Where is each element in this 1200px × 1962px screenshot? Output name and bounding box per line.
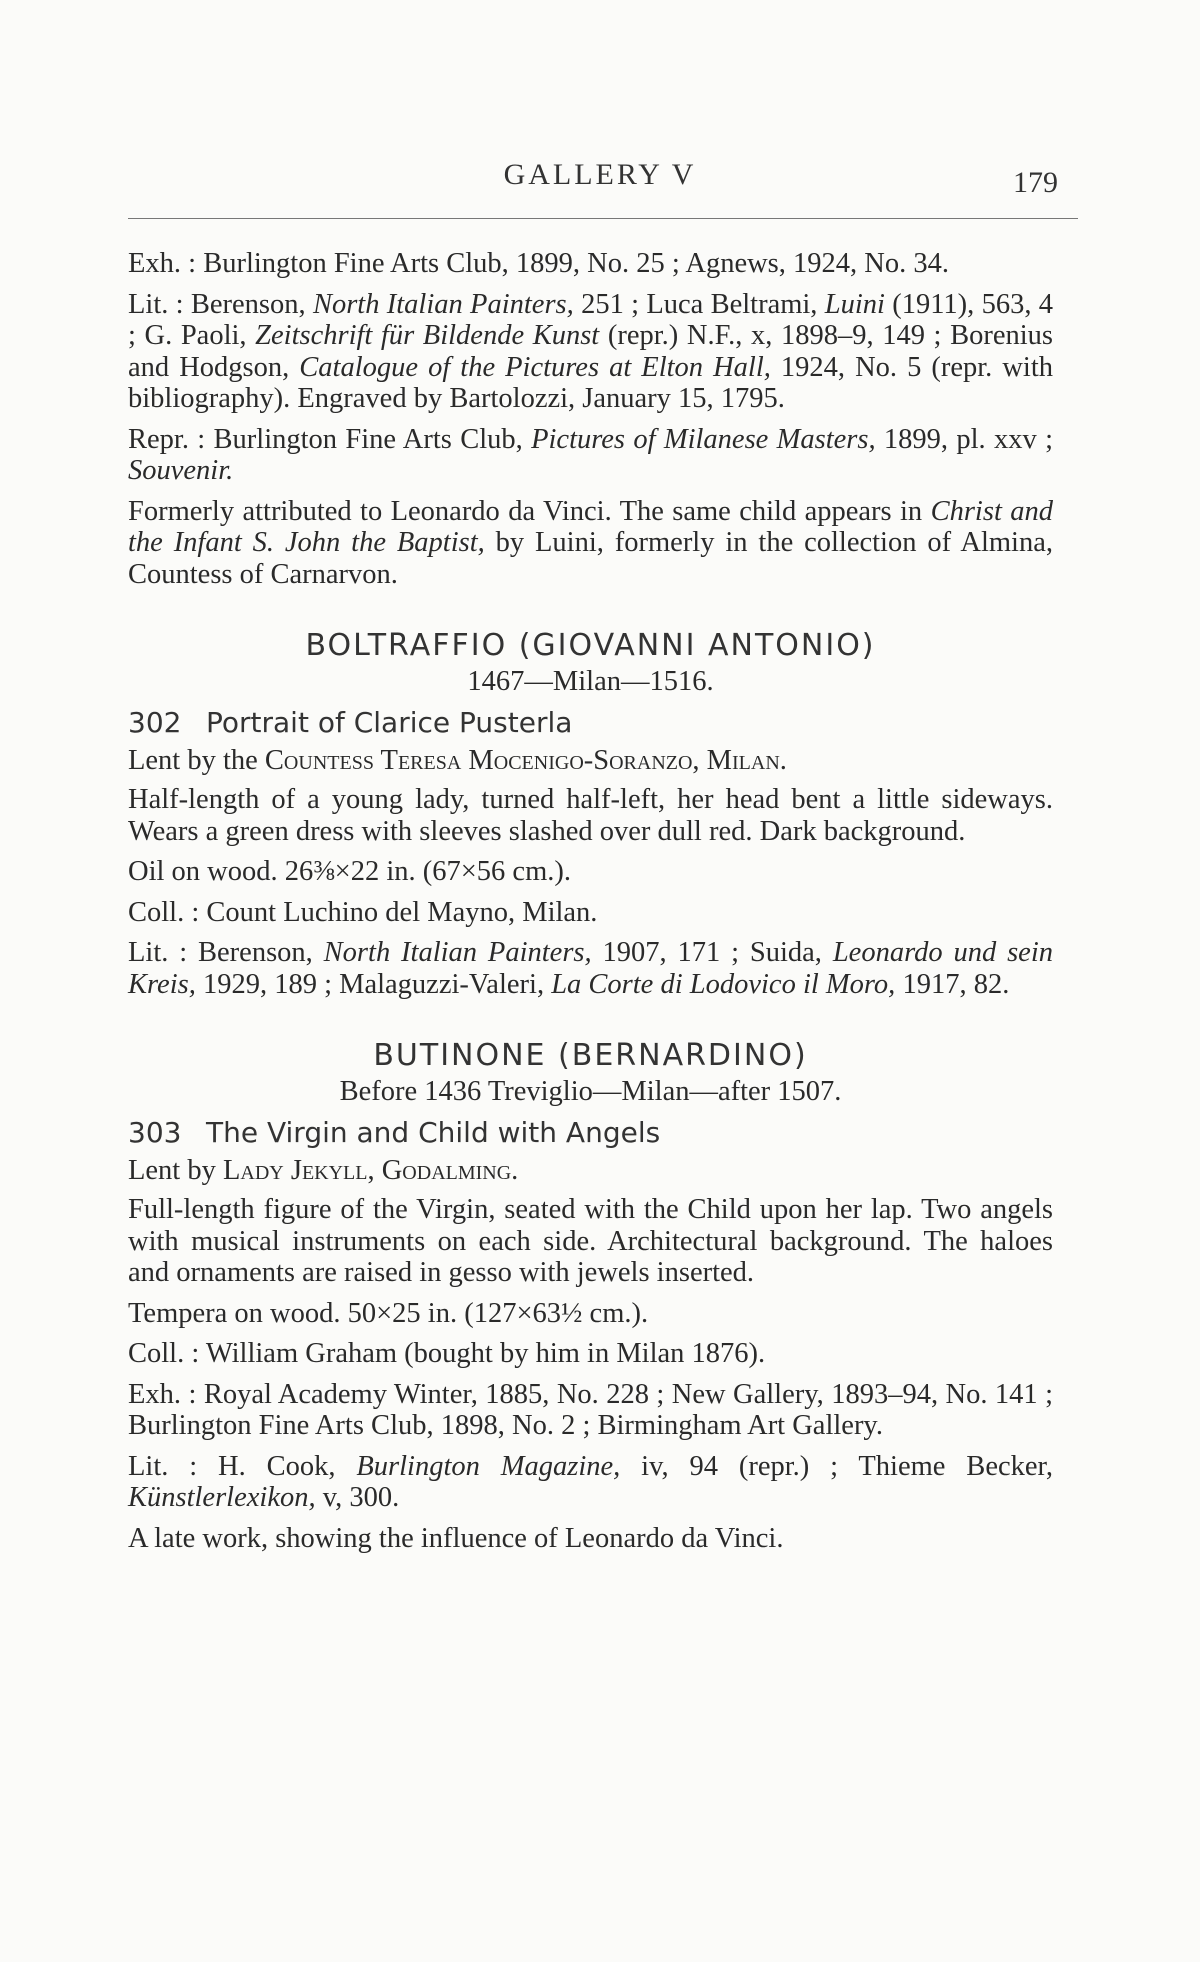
entry-note: A late work, showing the influence of Leonardo da Vinci.	[128, 1522, 784, 1554]
header-rule	[128, 218, 1078, 219]
running-title: GALLERY V	[503, 158, 697, 191]
entry-title	[128, 1117, 1053, 1149]
entry-number: 302	[128, 706, 182, 739]
intro-reproductions: Repr. : Burlington Fine Arts Club, Pictures of Milanese Masters, 1899, pl. xxv ; Souvenir.	[128, 423, 1053, 486]
entry-medium: Oil on wood. 26⅜×22 in. (67×56 cm.).	[128, 856, 571, 887]
entry-collection: Coll. : Count Luchino del Mayno, Milan.	[128, 896, 598, 928]
entry-lender: Lent by the Countess Teresa Mocenigo-Soranzo, Milan.	[128, 744, 787, 776]
page-number: 179	[1013, 166, 1058, 199]
page-body	[128, 248, 1053, 1563]
entry-303	[128, 1040, 1053, 1554]
intro-literature: Lit. : Berenson, North Italian Painters, 251 ; Luca Beltrami, Luini (1911), 563, 4 ; G. Paoli, Zeitschrift für Bildende Kunst (repr.) N.F., x, 1898–9, 149 ; Borenius and Hodgson, Catalogue of the Pictures at Elton Hall, 1924, No. 5 (repr. with bibliography). Engraved by Bartolozzi, January 15, 1795.	[128, 288, 1053, 414]
running-head	[0, 158, 1200, 198]
entry-302	[128, 630, 1053, 1000]
entry-lender: Lent by Lady Jekyll, Godalming.	[128, 1154, 519, 1186]
intro-note: Formerly attributed to Leonardo da Vinci. The same child appears in Christ and the Infant S. John the Baptist, by Luini, formerly in the collection of Almina, Countess of Carnarvon.	[128, 495, 1054, 590]
artist-dates: Before 1436 Treviglio—Milan—after 1507.	[339, 1075, 842, 1107]
entry-description: Half-length of a young lady, turned half-left, her head bent a little sideways. Wears a green dress with sleeves slashed over dull red. Dark background.	[128, 784, 1053, 847]
artist-dates: 1467—Milan—1516.	[467, 665, 714, 697]
entry-exhibitions: Exh. : Royal Academy Winter, 1885, No. 228 ; New Gallery, 1893–94, No. 141 ; Burlington Fine Arts Club, 1898, No. 2 ; Birmingham Art Gallery.	[128, 1378, 1053, 1441]
entry-literature: Lit. : H. Cook, Burlington Magazine, iv, 94 (repr.) ; Thieme Becker, Künstlerlexikon, v, 300.	[128, 1450, 1053, 1513]
entry-description: Full-length figure of the Virgin, seated with the Child upon her lap. Two angels with musical instruments on each side. Architectural background. The haloes and ornaments are raised in gesso with jewels inserted.	[128, 1194, 1053, 1288]
entry-title	[128, 707, 1053, 739]
entry-title-text: The Virgin and Child with Angels	[206, 1116, 661, 1149]
artist-heading: BUTINONE (BERNARDINO)	[373, 1038, 808, 1073]
artist-heading: BOLTRAFFIO (GIOVANNI ANTONIO)	[305, 628, 876, 663]
entry-literature: Lit. : Berenson, North Italian Painters, 1907, 171 ; Suida, Leonardo und sein Kreis, 1929, 189 ; Malaguzzi-Valeri, La Corte di Lodovico il Moro, 1917, 82.	[128, 937, 1053, 1000]
entry-collection: Coll. : William Graham (bought by him in Milan 1876).	[128, 1338, 766, 1369]
entry-medium: Tempera on wood. 50×25 in. (127×63½ cm.).	[128, 1297, 649, 1329]
intro-exhibitions: Exh. : Burlington Fine Arts Club, 1899, No. 25 ; Agnews, 1924, No. 34.	[128, 248, 949, 279]
entry-number: 303	[128, 1116, 182, 1149]
entry-title-text: Portrait of Clarice Pusterla	[206, 706, 573, 739]
